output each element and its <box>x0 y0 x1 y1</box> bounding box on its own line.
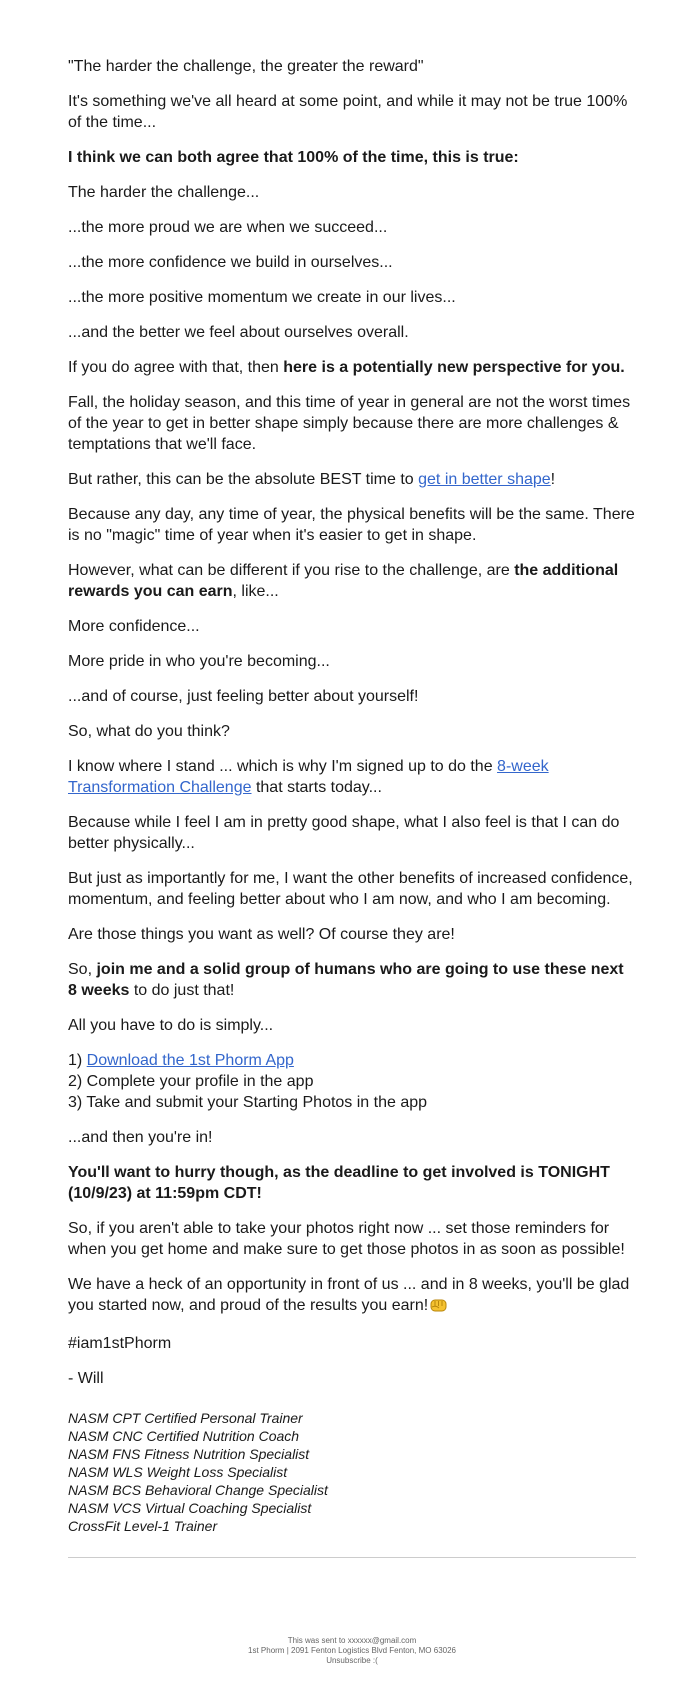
footer-divider <box>68 1557 636 1558</box>
join-bold: join me and a solid group of humans who are going to use these next 8 weeks <box>68 961 624 999</box>
paragraph-agree <box>68 147 636 168</box>
step-3: 3) Take and submit your Starting Photos in the app <box>68 1094 428 1111</box>
paragraph-simply: All you have to do is simply... <box>68 1017 274 1034</box>
footer-sent-to: This was sent to xxxxxx@gmail.com <box>287 1636 417 1645</box>
hashtag: #iam1stPhorm <box>68 1335 172 1352</box>
step-1 <box>68 1050 636 1071</box>
opportunity-text: We have a heck of an opportunity in front of us ... and in 8 weeks, you'll be glad you started now, and proud of the results you earn! <box>68 1276 630 1314</box>
best-time-end: ! <box>550 471 556 488</box>
paragraph-harder: The harder the challenge... <box>68 184 260 201</box>
paragraph-better: ...and the better we feel about ourselves overall. <box>68 324 409 341</box>
challenge-link[interactable]: 8-week Transformation Challenge <box>68 758 549 796</box>
download-app-link[interactable]: Download the 1st Phorm App <box>86 1052 294 1069</box>
agree-bold: I think we can both agree that 100% of the time, this is true: <box>68 149 519 166</box>
however-text: However, what can be different if you rise to the challenge, are <box>68 562 515 579</box>
steps-list <box>68 1050 636 1113</box>
paragraph-best-time <box>68 469 636 490</box>
paragraph-want: Are those things you want as well? Of course they are! <box>68 926 455 943</box>
signoff: - Will <box>68 1370 104 1387</box>
paragraph-while: Because while I feel I am in pretty good shape, what I also feel is that I can do better physically... <box>68 814 620 852</box>
oncoming-fist-icon <box>430 1297 447 1319</box>
join-end: to do just that! <box>129 982 235 999</box>
paragraph-opportunity <box>68 1274 636 1319</box>
quote: "The harder the challenge, the greater the reward" <box>68 58 424 75</box>
footer <box>68 1636 636 1666</box>
paragraph-because: Because any day, any time of year, the physical benefits will be the same. There is no "magic" time of year when it's easier to get in shape. <box>68 506 635 544</box>
paragraph-more-pride: More pride in who you're becoming... <box>68 653 330 670</box>
credentials-list <box>68 1409 636 1535</box>
paragraph-join <box>68 959 636 1001</box>
know-text: I know where I stand ... which is why I'm signed up to do the <box>68 758 498 775</box>
credential-item: NASM CPT Certified Personal Trainer <box>68 1410 303 1426</box>
credential-item: NASM BCS Behavioral Change Specialist <box>68 1482 328 1498</box>
however-bold: the additional rewards you can earn <box>68 562 619 600</box>
paragraph-heard: It's something we've all heard at some point, and while it may not be true 100% of the time... <box>68 93 628 131</box>
step-2: 2) Complete your profile in the app <box>68 1073 314 1090</box>
step-1-number: 1) <box>68 1052 87 1069</box>
footer-address: 1st Phorm | 2091 Fenton Logistics Blvd Fenton, MO 63026 <box>248 1646 456 1655</box>
hurry-bold: You'll want to hurry though, as the deadline to get involved is TONIGHT (10/9/23) at 11:59pm CDT! <box>68 1164 610 1202</box>
paragraph-just: But just as importantly for me, I want the other benefits of increased confidence, momentum, and feeling better about who I am now, and who I am becoming. <box>68 870 633 908</box>
know-end: that starts today... <box>251 779 382 796</box>
credential-item: CrossFit Level-1 Trainer <box>68 1518 218 1534</box>
paragraph-fall: Fall, the holiday season, and this time of year in general are not the worst times of the year to get in better shape simply because there are more challenges & temptations that we'll face. <box>68 394 631 453</box>
paragraph-photos: So, if you aren't able to take your photos right now ... set those reminders for when you get home and make sure to get those photos in as soon as possible! <box>68 1220 625 1258</box>
unsubscribe-link[interactable]: Unsubscribe :( <box>326 1656 378 1665</box>
better-shape-link[interactable]: get in better shape <box>418 471 551 488</box>
paragraph-proud: ...the more proud we are when we succeed... <box>68 219 388 236</box>
paragraph-confidence: ...the more confidence we build in ourselves... <box>68 254 393 271</box>
perspective-text: If you do agree with that, then <box>68 359 284 376</box>
paragraph-in: ...and then you're in! <box>68 1129 213 1146</box>
best-time-text: But rather, this can be the absolute BEST time to <box>68 471 419 488</box>
join-text: So, <box>68 961 97 978</box>
paragraph-feeling: ...and of course, just feeling better about yourself! <box>68 688 419 705</box>
credential-item: NASM VCS Virtual Coaching Specialist <box>68 1500 312 1516</box>
email-body <box>68 0 636 1666</box>
perspective-bold: here is a potentially new perspective for you. <box>283 359 625 376</box>
however-end: , like... <box>232 583 279 600</box>
paragraph-hurry <box>68 1162 636 1204</box>
paragraph-think: So, what do you think? <box>68 723 230 740</box>
paragraph-know <box>68 756 636 798</box>
paragraph-more-confidence: More confidence... <box>68 618 200 635</box>
paragraph-however <box>68 560 636 602</box>
credential-item: NASM FNS Fitness Nutrition Specialist <box>68 1446 310 1462</box>
credential-item: NASM WLS Weight Loss Specialist <box>68 1464 288 1480</box>
paragraph-momentum: ...the more positive momentum we create in our lives... <box>68 289 456 306</box>
paragraph-perspective <box>68 357 636 378</box>
credential-item: NASM CNC Certified Nutrition Coach <box>68 1428 300 1444</box>
